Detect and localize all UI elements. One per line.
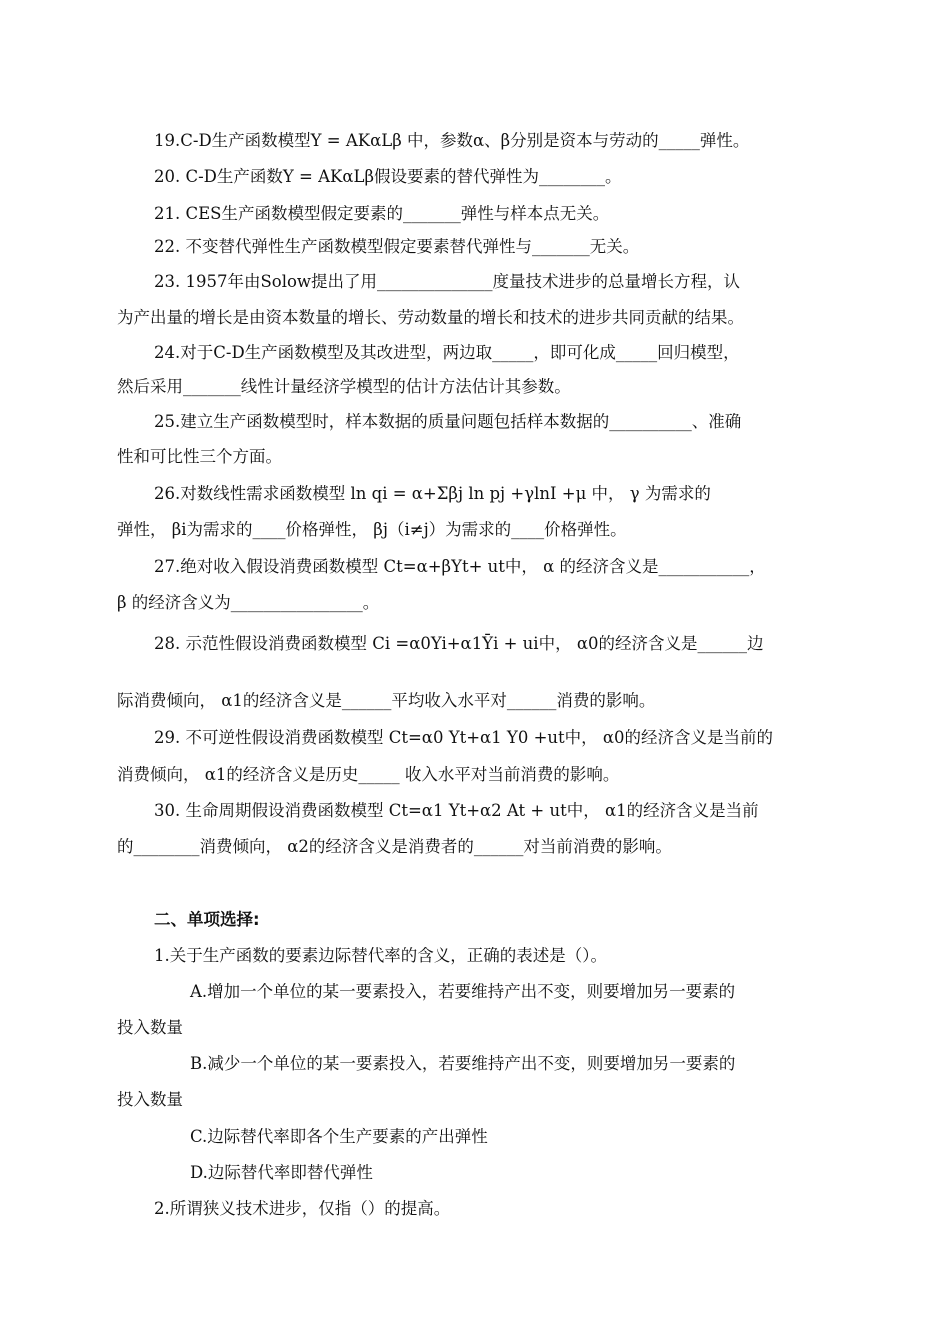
section-heading: 二、单项选择: bbox=[154, 910, 260, 929]
question-28-line-1: 28. 示范性假设消费函数模型 Ci =α0Yi+α1Ȳi + ui中， α0的经济含义是______边 bbox=[154, 634, 764, 653]
question-29-line-2: 消费倾向， α1的经济含义是历史_____ 收入水平对当前消费的影响。 bbox=[117, 765, 620, 784]
question-26-line-2: 弹性， βi为需求的____价格弹性， βj（i≠j）为需求的____价格弹性。 bbox=[117, 520, 627, 539]
question-24-line-2: 然后采用_______线性计量经济学模型的估计方法估计其参数。 bbox=[117, 377, 571, 396]
question-30-line-1: 30. 生命周期假设消费函数模型 Ct=α1 Yt+α2 At + ut中， α1的经济含义是当前 bbox=[154, 801, 759, 820]
choice-option-b-line-1: B.减少一个单位的某一要素投入，若要维持产出不变，则要增加另一要素的 bbox=[190, 1054, 736, 1073]
choice-question-1-stem: 1.关于生产函数的要素边际替代率的含义，正确的表述是（）。 bbox=[154, 946, 607, 965]
question-25-line-1: 25.建立生产函数模型时，样本数据的质量问题包括样本数据的__________、准确 bbox=[154, 412, 742, 431]
question-21: 21. CES生产函数模型假定要素的_______弹性与样本点无关。 bbox=[154, 204, 610, 223]
choice-option-c: C.边际替代率即各个生产要素的产出弹性 bbox=[190, 1127, 488, 1146]
choice-option-a-line-2: 投入数量 bbox=[117, 1018, 183, 1037]
question-22: 22. 不变替代弹性生产函数模型假定要素替代弹性与_______无关。 bbox=[154, 237, 640, 256]
question-28-line-2: 际消费倾向， α1的经济含义是______平均收入水平对______消费的影响。 bbox=[117, 691, 656, 710]
question-26-line-1: 26.对数线性需求函数模型 ln qi = α+Σβj ln pj +γlnI +μ 中， γ 为需求的 bbox=[154, 484, 711, 503]
question-19: 19.C-D生产函数模型Y = AKαLβ 中，参数α、β分别是资本与劳动的_____弹性。 bbox=[154, 131, 750, 150]
question-30-line-2: 的________消费倾向， α2的经济含义是消费者的______对当前消费的影响。 bbox=[117, 837, 672, 856]
question-23-line-1: 23. 1957年由Solow提出了用______________度量技术进步的总量增长方程，认 bbox=[154, 272, 741, 291]
choice-option-a-line-1: A.增加一个单位的某一要素投入，若要维持产出不变，则要增加另一要素的 bbox=[190, 982, 736, 1001]
question-23-line-2: 为产出量的增长是由资本数量的增长、劳动数量的增长和技术的进步共同贡献的结果。 bbox=[117, 308, 744, 327]
choice-option-b-line-2: 投入数量 bbox=[117, 1090, 183, 1109]
question-25-line-2: 性和可比性三个方面。 bbox=[117, 447, 282, 466]
question-27-line-2: β 的经济含义为________________。 bbox=[117, 593, 380, 612]
question-27-line-1: 27.绝对收入假设消费函数模型 Ct=α+βYt+ ut中， α 的经济含义是___________， bbox=[154, 557, 766, 576]
choice-question-2-stem: 2.所谓狭义技术进步，仅指（）的提高。 bbox=[154, 1199, 451, 1218]
question-20: 20. C-D生产函数Y = AKαLβ假设要素的替代弹性为________。 bbox=[154, 167, 622, 186]
question-24-line-1: 24.对于C-D生产函数模型及其改进型，两边取_____，即可化成_____回归模型， bbox=[154, 343, 740, 362]
question-29-line-1: 29. 不可逆性假设消费函数模型 Ct=α0 Yt+α1 Y0 +ut中， α0的经济含义是当前的 bbox=[154, 728, 774, 747]
choice-option-d: D.边际替代率即替代弹性 bbox=[190, 1163, 373, 1182]
